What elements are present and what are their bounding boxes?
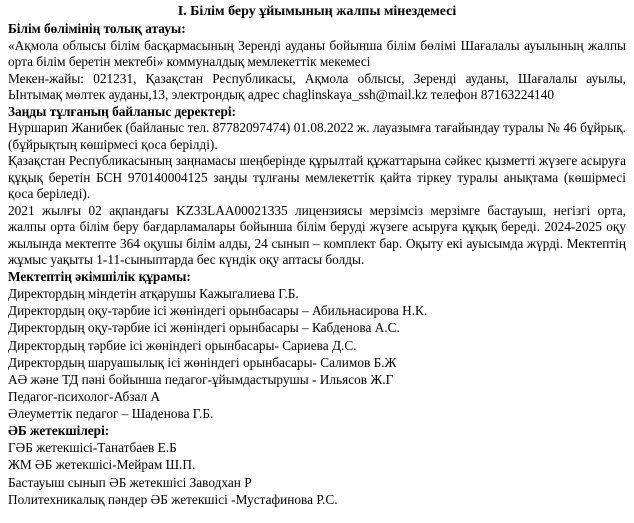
full-name-text: «Ақмола облысы білім басқармасының Зеренді ауданы бойынша білім бөлімі Шағалалы ауылының жалпы орта білім беретін мектебі» коммуналдық мемлекеттік мекемесі [8,37,626,69]
list-item: Директордың оқу-тәрбие ісі жөніндегі орынбасары – Абильнасирова Н.К. [8,303,428,319]
list-item: АӘ және ТД пәні бойынша педагог-ұйымдастырушы - Ильясов Ж.Г [8,372,394,388]
list-item: Директордың міндетін атқарушы Кажыгалиева Г.Б. [8,286,299,301]
list-item: Директордың тәрбие ісі жөніндегі орынбасары- Сариева Д.С. [8,337,357,353]
list-item: ГӘБ жетекшісі-Танатбаев Е.Б [8,440,177,456]
address-text: Мекен-жайы: 021231, Қазақстан Республикасы, Ақмола облысы, Зеренді ауданы, Шағалалы ауылы, Ынтымақ мөлтек ауданы,13, электрондық адрес chaglinskaya_ssh@mail.kz телефон 87163224140 [8,70,626,102]
list-item: Политехникалық пәндер ӘБ жетекшісі -Мустафинова Р.С. [8,491,338,507]
full-name-heading: Білім бөлімінің толық атауы: [8,21,186,36]
section-title: I. Білім беру ұйымының жалпы мінездемесі [177,4,457,19]
admin-heading: Мектептің әкімшілік құрамы: [8,268,191,284]
legal-paragraph: 2021 жылғы 02 ақпандағы KZ33LAA00021335 лицензиясы мерзімсіз мерзімге бастауыш, негізгі орта, жалпы орта білім беру бағдарламалары бойынша білім беруді жүзеге асыруға құқық береді. 2024-2025 оқу жылында мектепте 364 оқушы білім алды, 24 сынып – комплект бар. Оқыту екі ауысымда жүрді. Мектептің жұмыс уақыты 1-11-сыныптарда бес күндік оқу аптасы болды. [8,202,626,267]
legal-paragraph: Қазақстан Республикасының заңнамасы шеңберінде құрылтай құжаттарына сәйкес қызметті жүзеге асыруға құқық беретін БСН 970140004125 заңды тұлғаны мемлекеттік қайта тіркеу туралы анықтама (көшірмесі қоса беріледі). [8,153,626,201]
list-item: Бастауыш сынып ӘБ жетекшісі Заводхан Р [8,474,252,490]
legal-heading: Заңды тұлғаның байланыс деректері: [8,103,236,119]
legal-paragraph: Нуршарип Жанибек (байланыс тел. 87782097474) 01.08.2022 ж. лауазымға тағайындау туралы № 46 бұйрық. (бұйрықтың көшірмесі қоса берілді). [8,120,626,152]
list-item: ЖМ ӘБ жетекшісі-Мейрам Ш.П. [8,457,196,473]
mo-list [8,439,626,508]
admin-list [8,285,626,423]
list-item: Әлеуметтік педагог – Шаденова Г.Б. [8,406,214,422]
list-item: Директордың шаруашылық ісі жөніндегі орынбасары- Салимов Б.Ж [8,354,397,370]
mo-heading: ӘБ жетекшілері: [8,422,110,438]
list-item: Педагог-психолог-Абзал А [8,389,161,405]
list-item: Директордың оқу-тәрбие ісі жөніндегі орынбасары – Кабденова А.С. [8,320,400,336]
